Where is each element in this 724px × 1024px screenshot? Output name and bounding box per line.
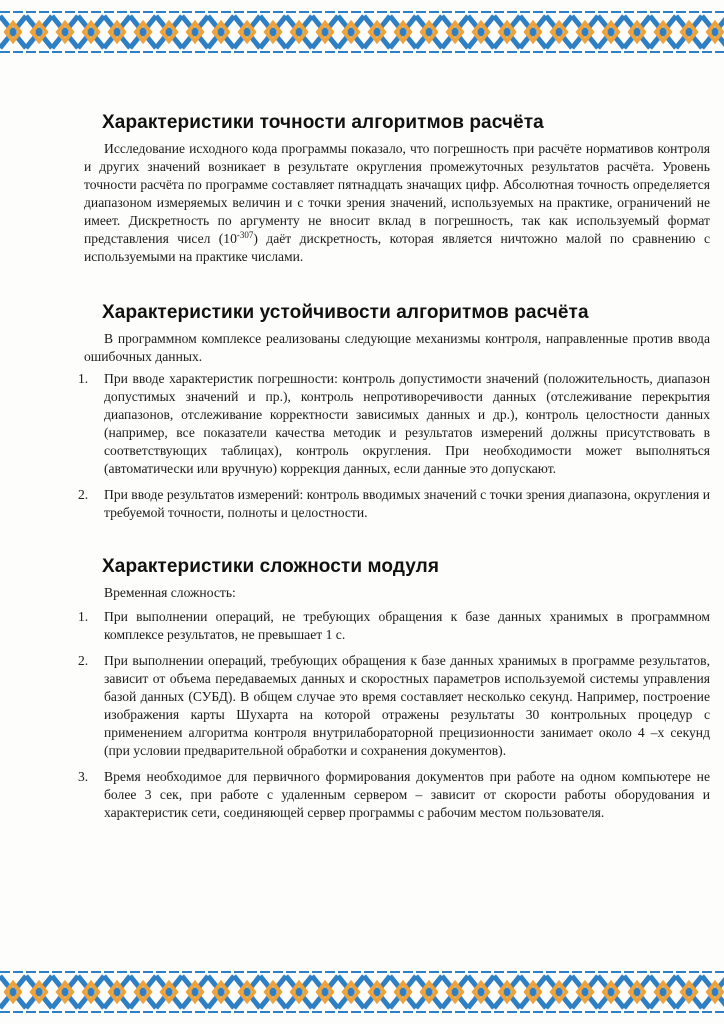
accuracy-text-before: Исследование исходного кода программы показало, что погрешность при расчёте нормативов контроля и других значений возникает в результате округления промежуточных результатов расчёта. Уровень точности расчёта по программе составляет пятнадцать значащих цифр. Абсолютная точность определяется диапазоном измеряемых величин и с точки зрения значений, используемых на практике, ограничений не имеет. Дискретность по аргументу не вносит вклад в погрешность, так как используемый формат представления чисел (10 — [84, 141, 710, 246]
document-page — [78, 112, 710, 830]
accuracy-exponent: -307 — [236, 230, 254, 240]
section-heading-stability: Характеристики устойчивости алгоритмов расчёта — [102, 302, 589, 323]
accuracy-paragraph — [84, 140, 710, 266]
list-item-text: При выполнении операций, не требующих обращения к базе данных хранимых в программном комплексе результатов, не превышает 1 с. — [104, 609, 710, 642]
decorative-border-top — [0, 4, 724, 60]
list-item-number: 1. — [78, 609, 89, 624]
section-accuracy — [84, 112, 710, 266]
list-item-text: При вводе характеристик погрешности: контроль допустимости значений (положительность, диапазон допустимых значений и пр.), контроль непротиворечивости данных (отслеживание перекрытия диапазонов, отслеживание корректности зависимых данных и др.), контроль целостности данных (например, все показатели качества методик и результатов измерений должны присутствовать в соответствующих таблицах), контроль округления. При необходимости может выполняться (автоматически или вручную) коррекция данных, если данные это допускают. — [104, 371, 710, 476]
list-item-text: При вводе результатов измерений: контроль вводимых значений с точки зрения диапазона, округления и требуемой точности, полноты и целостности. — [104, 487, 710, 520]
accuracy-text-after: ) даёт дискретность, которая является ничтожно малой по сравнению с используемыми на практике числами. — [84, 231, 710, 264]
section-complexity — [78, 556, 710, 822]
decorative-border-bottom — [0, 964, 724, 1020]
complexity-intro: Временная сложность: — [104, 585, 236, 600]
list-item — [78, 486, 710, 522]
list-item-number: 2. — [78, 653, 89, 668]
list-item — [78, 652, 710, 760]
stability-intro: В программном комплексе реализованы следующие механизмы контроля, направленные против ввода ошибочных данных. — [84, 331, 710, 364]
list-item-text: Время необходимое для первичного формирования документов при работе на одном компьютере не более 3 сек, при работе с удаленным сервером – зависит от скорости работы оборудования и характеристик сети, соединяющей сервер программы с рабочим местом пользователя. — [104, 769, 710, 820]
section-heading-complexity: Характеристики сложности модуля — [102, 556, 440, 577]
list-item-text: При выполнении операций, требующих обращения к базе данных хранимых в программе результатов, зависит от объема передаваемых данных и скоростных параметров используемой системы управления базой данных (СУБД). В общем случае это время составляет несколько секунд. Например, построение изображения карты Шухарта на которой отражены результаты 30 контрольных процедур с применением алгоритма контроля внутрилабораторной прецизионности занимает около 4 –х секунд (при условии предварительной обработки и сохранения документов). — [104, 653, 710, 758]
list-item — [78, 768, 710, 822]
list-item — [78, 608, 710, 644]
list-item-number: 2. — [78, 487, 89, 502]
ornament-pattern-top — [0, 4, 724, 60]
list-item-number: 3. — [78, 769, 89, 784]
list-item — [78, 370, 710, 478]
section-heading-accuracy: Характеристики точности алгоритмов расчёта — [102, 112, 544, 133]
section-stability — [78, 302, 710, 522]
ornament-pattern-bottom — [0, 964, 724, 1020]
complexity-list — [78, 608, 710, 822]
list-item-number: 1. — [78, 371, 89, 386]
stability-list — [78, 370, 710, 522]
